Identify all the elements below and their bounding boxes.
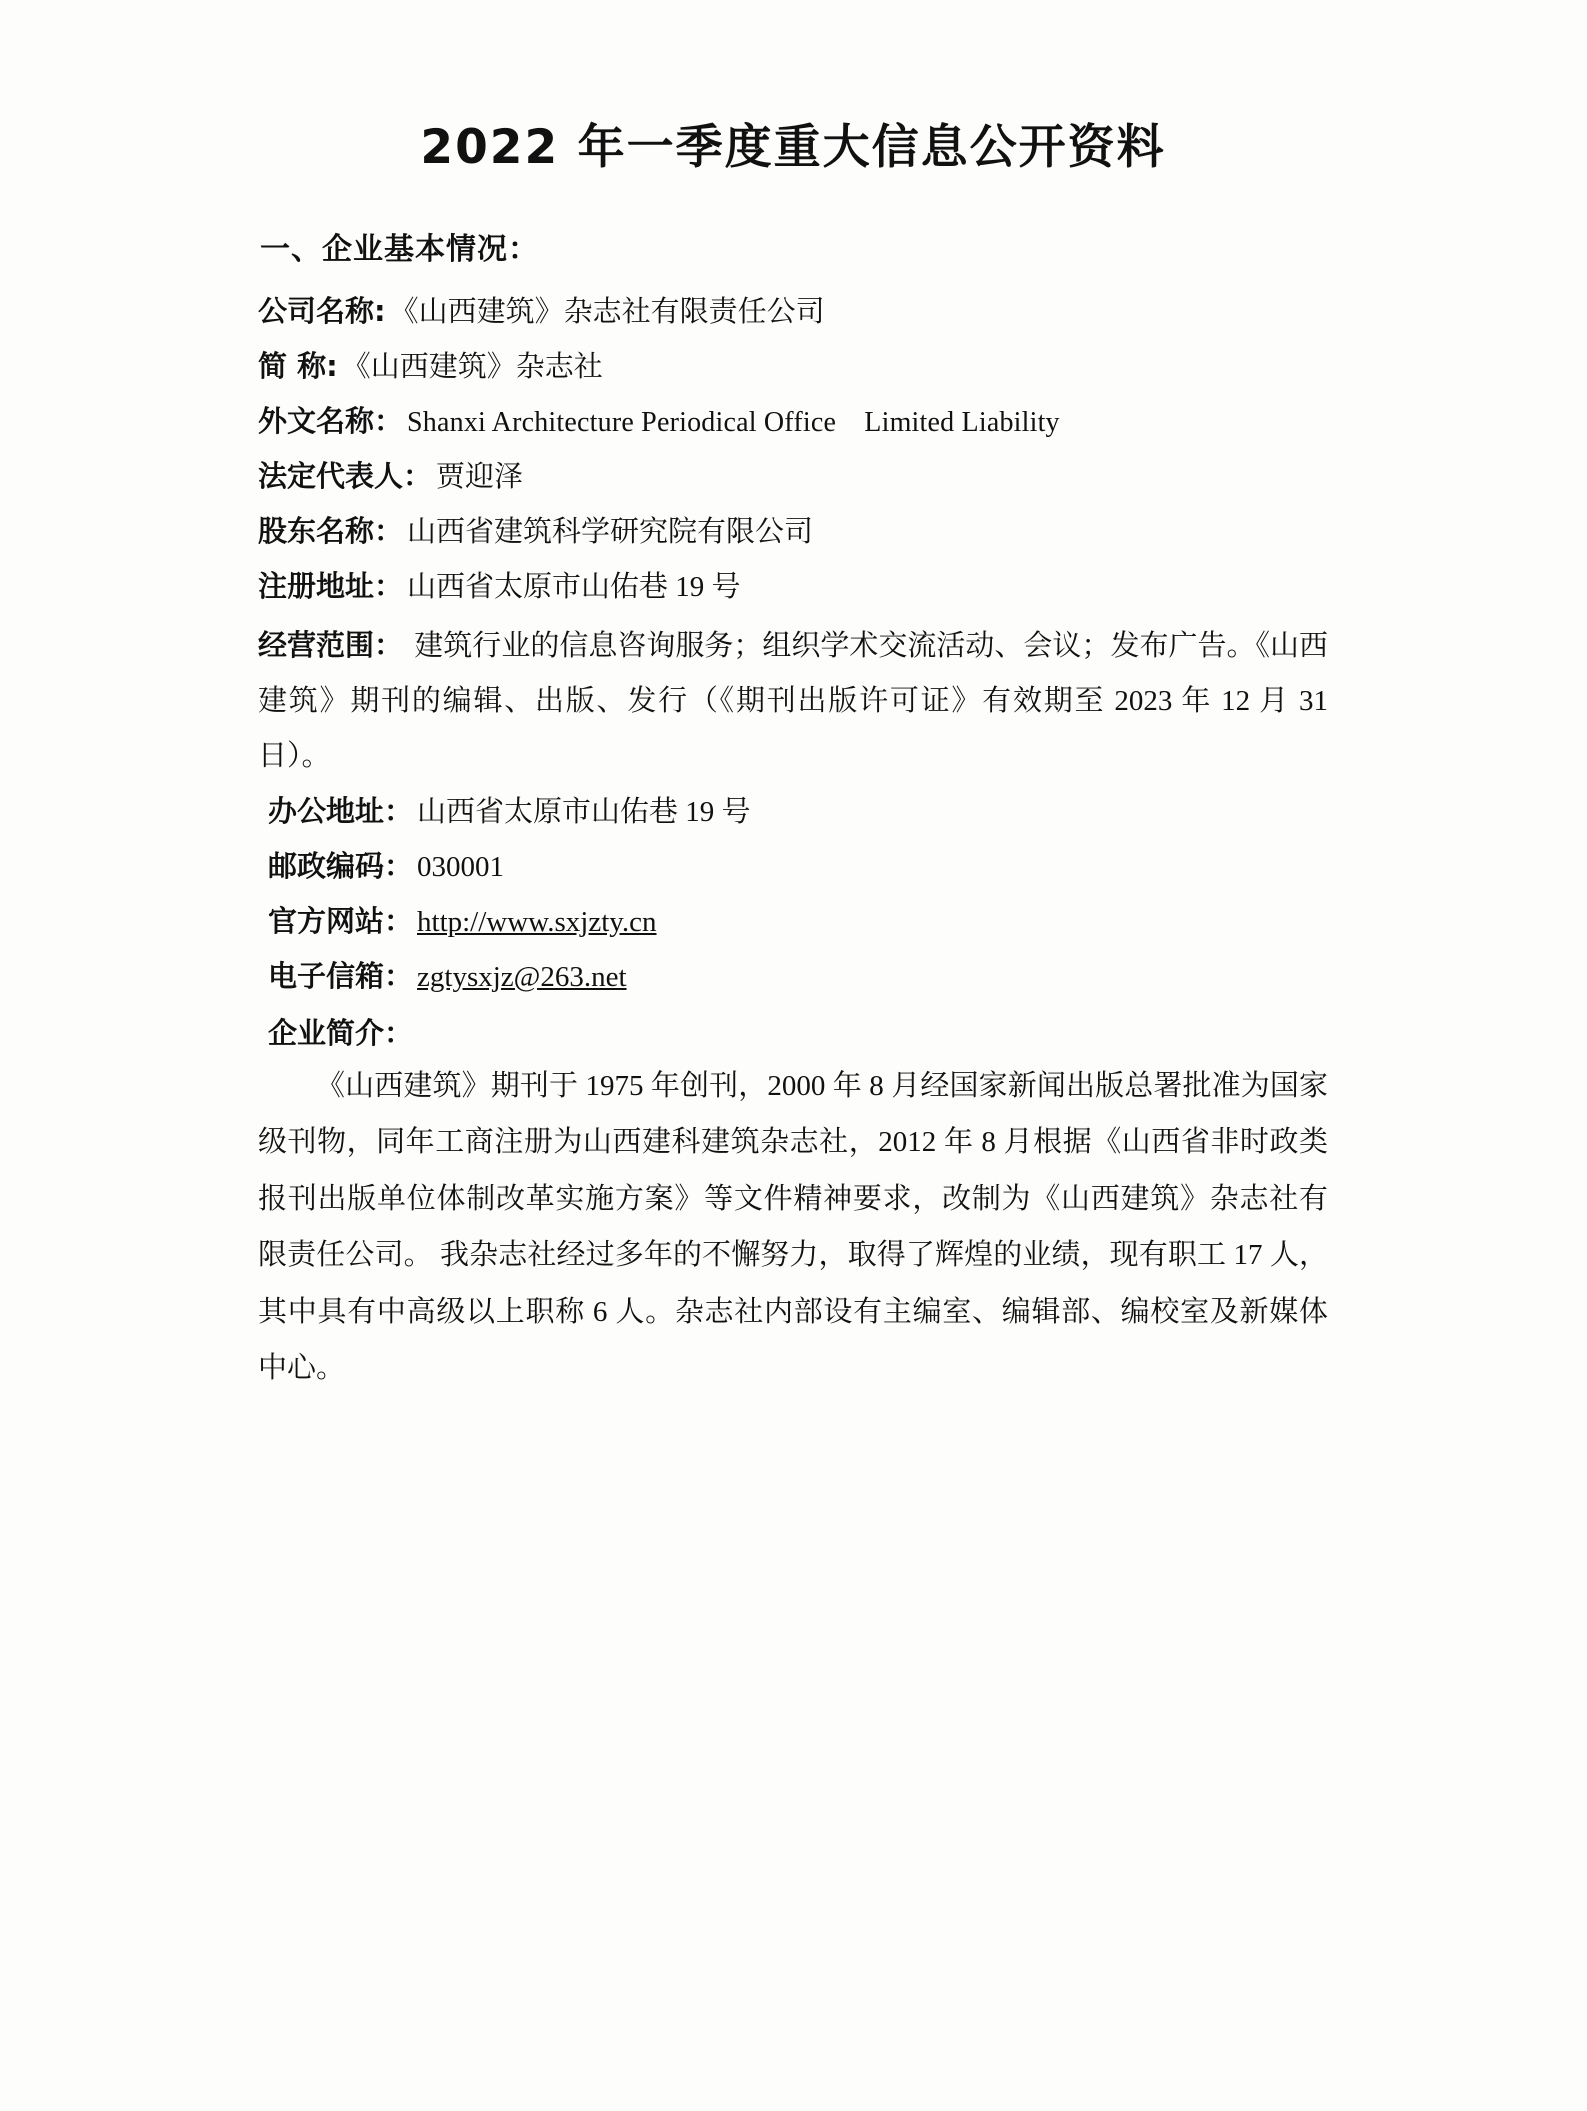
field-registered-address: [258, 563, 1328, 611]
page-title: 2022 年一季度重大信息公开资料: [420, 120, 1166, 175]
field-legal-representative: [258, 453, 1328, 501]
field-value-postal-code: 030001: [417, 850, 505, 883]
document-content: [258, 120, 1328, 1397]
field-label-foreign-name: 外文名称：: [258, 404, 404, 439]
field-value-business-scope: 建筑行业的信息咨询服务；组织学术交流活动、会议；发布广告。《山西建筑》期刊的编辑、出版、发行（《期刊出版许可证》有效期至 2023 年 12 月 31 日）。: [258, 629, 1328, 772]
email-link[interactable]: zgtysxjz@263.net: [417, 960, 627, 993]
field-website: [258, 898, 1328, 946]
field-label-postal-code: 邮政编码：: [268, 848, 414, 883]
field-label-shareholder: 股东名称：: [258, 513, 404, 548]
field-value-registered-address: 山西省太原市山佑巷 19 号: [407, 570, 741, 603]
field-label-short-name: 简 称:: [258, 349, 338, 384]
field-value-office-address: 山西省太原市山佑巷 19 号: [417, 795, 751, 828]
field-label-office-address: 办公地址：: [268, 793, 414, 828]
field-email: [258, 953, 1328, 1001]
field-company-name: [258, 288, 1328, 336]
field-label-registered-address: 注册地址：: [258, 568, 404, 603]
field-office-address: [258, 788, 1328, 836]
field-label-business-scope: 经营范围：: [258, 627, 404, 662]
field-short-name: [258, 343, 1328, 391]
field-label-company-profile: 企业简介：: [268, 1015, 414, 1050]
field-label-website: 官方网站：: [268, 903, 414, 938]
field-postal-code: [258, 843, 1328, 891]
field-foreign-name: [258, 398, 1328, 445]
field-value-foreign-name: Shanxi Architecture Periodical Office Limited Liability: [407, 407, 1060, 439]
company-profile-paragraph: 《山西建筑》期刊于 1975 年创刊，2000 年 8 月经国家新闻出版总署批准为国家级刊物，同年工商注册为山西建科建筑杂志社，2012 年 8 月根据《山西省非时政类报刊出版单位体制改革实施方案》等文件精神要求，改制为《山西建筑》杂志社有限责任公司。 我杂志社经过多年的不懈努力，取得了辉煌的业绩，现有职工 17 人，其中具有中高级以上职称 6 人。杂志社内部设有主编室、编辑部、编校室及新媒体中心。: [258, 1069, 1328, 1385]
field-business-scope: [258, 618, 1328, 784]
field-value-company-name: 《山西建筑》杂志社有限责任公司: [389, 296, 825, 329]
field-shareholder: [258, 508, 1328, 556]
field-label-company-name: 公司名称:: [258, 294, 386, 329]
field-label-legal-representative: 法定代表人：: [258, 458, 433, 493]
field-value-legal-representative: 贾迎泽: [436, 460, 524, 493]
website-link[interactable]: http://www.sxjzty.cn: [417, 905, 657, 938]
field-label-email: 电子信箱：: [268, 958, 414, 993]
field-value-shareholder: 山西省建筑科学研究院有限公司: [407, 515, 814, 548]
field-value-short-name: 《山西建筑》杂志社: [341, 351, 603, 384]
section-heading-basic-info: 一、企业基本情况：: [260, 232, 539, 268]
